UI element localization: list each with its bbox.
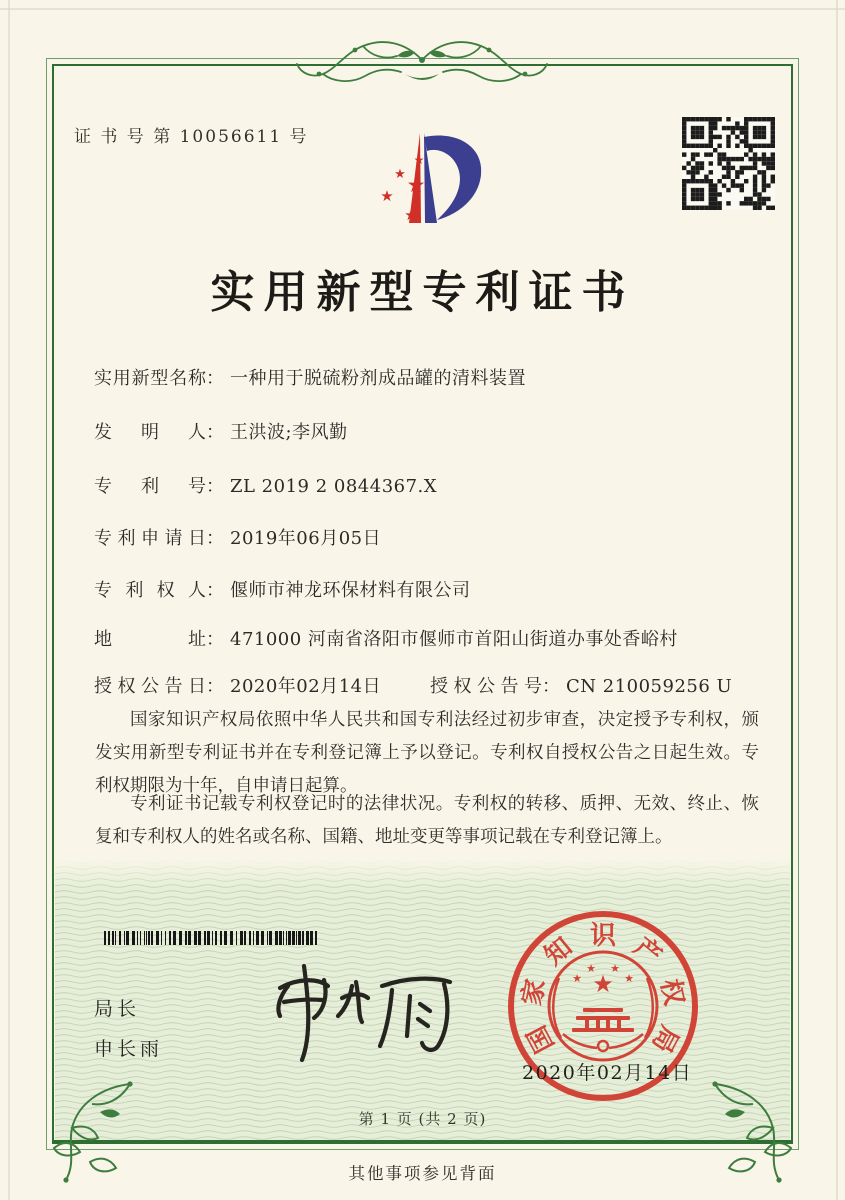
field-colon: ：	[206, 528, 224, 549]
svg-text:★: ★	[624, 972, 634, 985]
field-colon: ：	[206, 629, 224, 650]
director-title: 局长	[94, 998, 141, 1020]
field-row-filing-date	[94, 524, 381, 550]
scan-edge-top	[0, 8, 845, 10]
field-row-patentee	[94, 576, 471, 602]
field-colon: ：	[542, 676, 560, 697]
page-number: 第 1 页 (共 2 页)	[358, 1110, 487, 1128]
field-value-patent-no: ZL 2019 2 0844367.X	[230, 476, 438, 497]
field-row-grant	[94, 672, 774, 698]
seal-date: 2020年02月14日	[522, 1062, 693, 1084]
field-value-grant-date: 2020年02月14日	[230, 676, 382, 697]
field-row-inventor	[94, 418, 348, 444]
field-colon: ：	[206, 580, 224, 601]
seal-char: 知	[538, 931, 578, 972]
field-value-name: 一种用于脱硫粉剂成品罐的清料装置	[230, 368, 526, 389]
bottom-right-flourish	[709, 1078, 805, 1184]
seal-char: 产	[628, 931, 668, 972]
seal-char: 国	[521, 1020, 561, 1058]
grant-number-pair	[430, 672, 732, 698]
certificate-number: 证 书 号 第 10056611 号	[74, 127, 309, 147]
scan-edge-right	[836, 0, 838, 1200]
field-row-patent-no	[94, 472, 437, 498]
field-label-inventor: 发明人	[94, 422, 206, 443]
legal-paragraph-2: 专利证书记载专利权登记时的法律状况。专利权的转移、质押、无效、终止、恢复和专利权人的姓名或名称、国籍、地址变更等事项记载在专利登记簿上。	[95, 794, 759, 847]
svg-text:★: ★	[572, 972, 582, 985]
svg-text:★: ★	[610, 962, 620, 975]
field-label-patentee: 专利权人	[94, 580, 206, 601]
field-colon: ：	[206, 422, 224, 443]
field-row-address	[94, 625, 678, 651]
field-row-name	[94, 364, 526, 390]
certificate-title: 实用新型专利证书	[210, 267, 635, 318]
cnipa-logo-icon	[350, 126, 502, 234]
field-label-filing-date: 专利申请日	[94, 528, 206, 549]
legal-paragraph-1: 国家知识产权局依照中华人民共和国专利法经过初步审查，决定授予专利权，颁发实用新型专利证书并在专利登记簿上予以登记。专利权自授权公告之日起生效。专利权期限为十年，自申请日起算。	[95, 710, 759, 796]
svg-text:★: ★	[394, 167, 406, 182]
field-colon: ：	[206, 368, 224, 389]
national-emblem-icon	[543, 946, 663, 1066]
field-colon: ：	[206, 476, 224, 497]
svg-text:★: ★	[592, 970, 614, 998]
svg-text:★: ★	[586, 962, 596, 975]
svg-text:★: ★	[404, 206, 418, 224]
svg-text:★: ★	[380, 187, 394, 205]
seal-char: 家	[516, 976, 552, 1008]
field-value-address: 471000 河南省洛阳市偃师市首阳山街道办事处香峪村	[230, 629, 678, 650]
director-signature-icon	[222, 956, 460, 1066]
top-flourish-ornament	[293, 30, 552, 90]
seal-char: 识	[589, 920, 616, 951]
seal-char: 局	[645, 1020, 685, 1058]
svg-text:★: ★	[406, 173, 426, 197]
qr-code-icon	[682, 117, 775, 210]
back-side-note: 其他事项参见背面	[348, 1164, 497, 1183]
field-colon: ：	[206, 676, 224, 697]
bottom-left-flourish	[40, 1078, 136, 1184]
field-label-grant-no: 授权公告号	[430, 676, 542, 697]
barcode-icon	[104, 931, 320, 945]
field-label-patent-no: 专利号	[94, 476, 206, 497]
field-label-name: 实用新型名称	[94, 368, 206, 389]
director-name: 申长雨	[94, 1038, 164, 1060]
field-value-grant-no: CN 210059256 U	[566, 676, 733, 697]
svg-text:★: ★	[413, 153, 425, 167]
field-value-inventor: 王洪波;李风勤	[230, 422, 348, 443]
field-value-filing-date: 2019年06月05日	[230, 528, 382, 549]
field-label-address: 地址	[94, 629, 206, 650]
seal-char: 权	[654, 976, 690, 1008]
field-value-patentee: 偃师市神龙环保材料有限公司	[230, 580, 471, 601]
scan-edge-left	[8, 0, 10, 1200]
field-label-grant-date: 授权公告日	[94, 676, 206, 697]
